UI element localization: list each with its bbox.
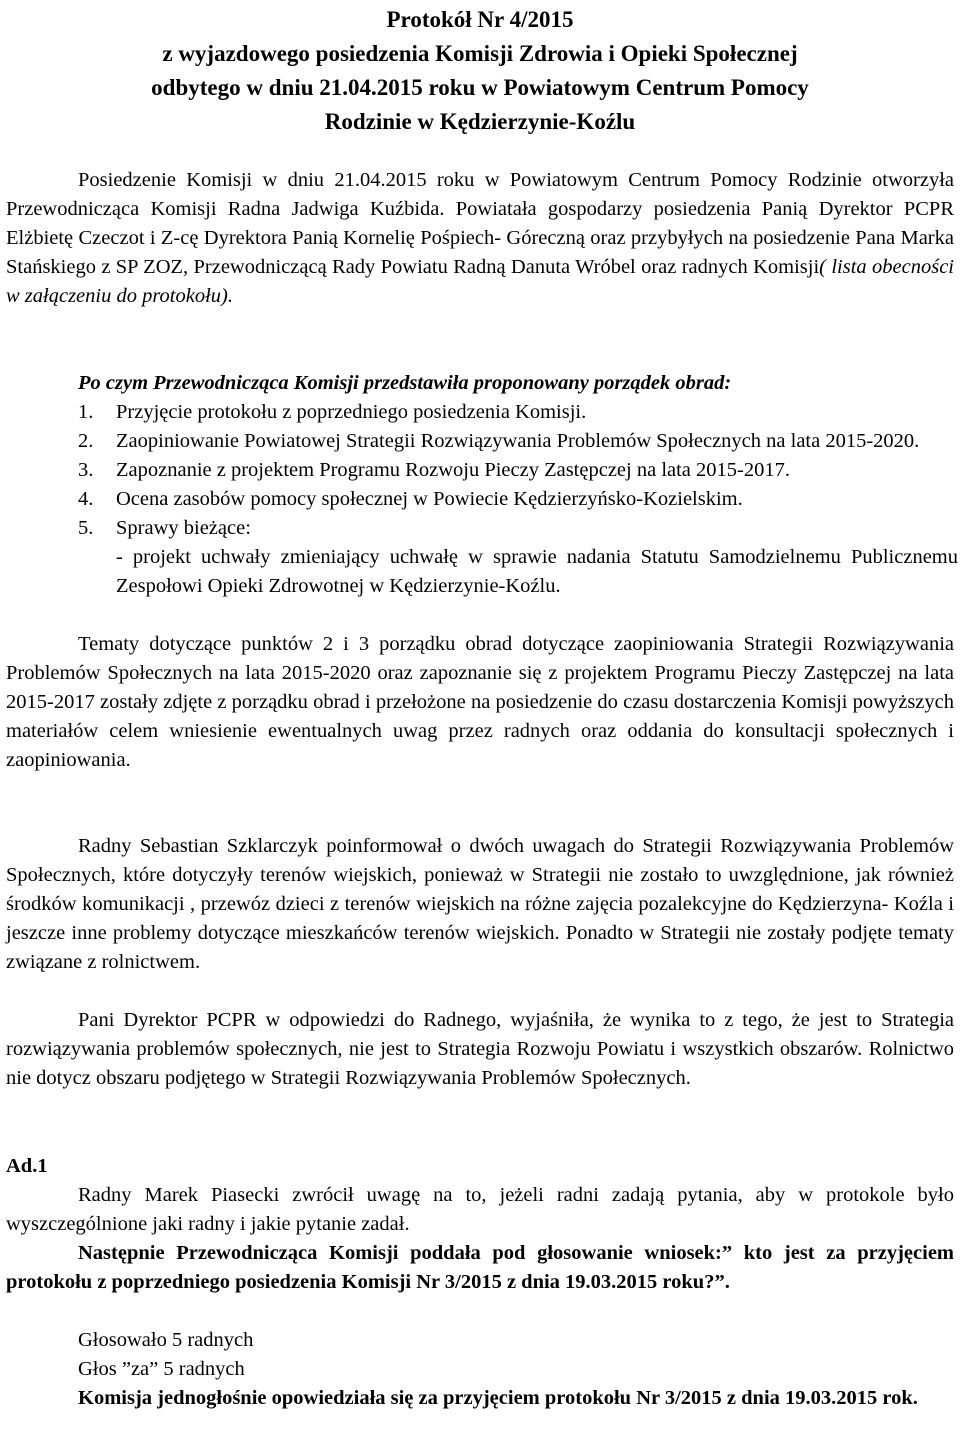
agenda-sub-item-text: - projekt uchwały zmieniający uchwałę w sprawie nadania Statutu Samodzielnemu Publicznemu Zespołowi Opieki Zdrowotnej w Kędzierzynie-Koźlu. [116, 546, 958, 597]
paragraph-topics-postponed: Tematy dotyczące punktów 2 i 3 porządku obrad dotyczące zaopiniowania Strategii Rozwiązywania Problemów Społecznych na lata 2015-2020 oraz zapoznanie się z projektem Programu Pieczy Zastępczej na lata 2015-2017 zostały zdjęte z porządku obrad i przełożone na posiedzenie do czasu dostarczenia Komisji powyższych materiałów celem wniesienie ewentualnych uwag przez radnych oraz oddania do konsultacji społecznych i zaopiniowania. [6, 633, 954, 771]
agenda-item-text: Przyjęcie protokołu z poprzedniego posiedzenia Komisji. [116, 401, 587, 423]
agenda-item [78, 456, 958, 485]
agenda-item [78, 398, 958, 427]
agenda-heading: Po czym Przewodnicząca Komisji przedstawiła proponowany porządek obrad: [78, 372, 732, 394]
title-line-4: Rodzinie w Kędzierzynie-Koźlu [324, 109, 636, 134]
agenda-list [78, 398, 958, 601]
paragraph-szklarczyk-remarks: Radny Sebastian Szklarczyk poinformował o dwóch uwagach do Strategii Rozwiązywania Problemów Społecznych, które dotyczyły terenów wiejskich, ponieważ w Strategii nie zostało to uwzględnione, jak również środków komunikacji , przewóz dzieci z terenów wiejskich na różne zajęcia pozalekcyjne do Kędzierzyna- Koźla i jeszcze inne problemy dotyczące mieszkańców terenów wiejskich. Ponadto w Strategii nie zostały podjęte tematy związane z rolnictwem. [6, 835, 954, 973]
agenda-item-text: Ocena zasobów pomocy społecznej w Powiecie Kędzierzyńsko-Kozielskim. [116, 488, 743, 510]
agenda-item [78, 427, 958, 456]
paragraph-vote-result: Komisja jednogłośnie opowiedziała się za przyjęciem protokołu Nr 3/2015 z dnia 19.03.2015 rok. [78, 1387, 918, 1409]
agenda-item-text: Zapoznanie z projektem Programu Rozwoju Pieczy Zastępczej na lata 2015-2017. [116, 459, 790, 481]
vote-count-total: Głosowało 5 radnych [78, 1329, 254, 1351]
intro-paragraph [6, 166, 954, 311]
agenda-sub-item [78, 543, 958, 601]
title-line-1: Protokół Nr 4/2015 [386, 7, 574, 32]
agenda-item-number: 5. [78, 517, 94, 539]
paragraph-director-reply: Pani Dyrektor PCPR w odpowiedzi do Radnego, wyjaśniła, że wynika to z tego, że jest to Strategia rozwiązywania problemów społecznych, nie jest to Strategia Rozwoju Powiatu i wszystkich obszarów. Rolnictwo nie dotycz obszaru podjętego w Strategii Rozwiązywania Problemów Społecznych. [6, 1009, 954, 1089]
agenda-item-text: Sprawy bieżące: [116, 517, 251, 539]
document-title [0, 3, 960, 139]
agenda-item [78, 514, 958, 543]
agenda-item-number: 3. [78, 459, 94, 481]
agenda-item-text: Zaopiniowanie Powiatowej Strategii Rozwiązywania Problemów Społecznych na lata 2015-2020. [116, 430, 920, 452]
paragraph-vote-motion: Następnie Przewodnicząca Komisji poddała pod głosowanie wniosek:” kto jest za przyjęciem protokołu z poprzedniego posiedzenia Komisji Nr 3/2015 z dnia 19.03.2015 roku?”. [6, 1242, 954, 1293]
agenda-item-number: 1. [78, 401, 94, 423]
title-line-3: odbytego w dniu 21.04.2015 roku w Powiatowym Centrum Pomocy [151, 75, 809, 100]
vote-count-for: Głos ”za” 5 radnych [78, 1358, 245, 1380]
paragraph-piasecki-remark: Radny Marek Piasecki zwrócił uwagę na to, jeżeli radni zadają pytania, aby w protokole było wyszczególnione jaki radny i jakie pytanie zadał. [6, 1184, 954, 1235]
agenda-item [78, 485, 958, 514]
agenda-item-number: 4. [78, 488, 94, 510]
intro-italic-note: ( lista obecności w załączeniu do protokołu). [6, 256, 954, 307]
agenda-item-number: 2. [78, 430, 94, 452]
section-label-ad1: Ad.1 [6, 1155, 48, 1177]
title-line-2: z wyjazdowego posiedzenia Komisji Zdrowia i Opieki Społecznej [162, 41, 798, 66]
intro-text: Posiedzenie Komisji w dniu 21.04.2015 roku w Powiatowym Centrum Pomocy Rodzinie otworzyła Przewodnicząca Komisji Radna Jadwiga Kuźbida. Powiatała gospodarzy posiedzenia Panią Dyrektor PCPR Elżbietę Czeczot i Z-cę Dyrektora Panią Kornelię Pośpiech- Góreczną oraz przybyłych na posiedzenie Pana Marka Stańskiego z SP ZOZ, Przewodniczącą Rady Powiatu Radną Danuta Wróbel oraz radnych Komisji [6, 169, 954, 278]
